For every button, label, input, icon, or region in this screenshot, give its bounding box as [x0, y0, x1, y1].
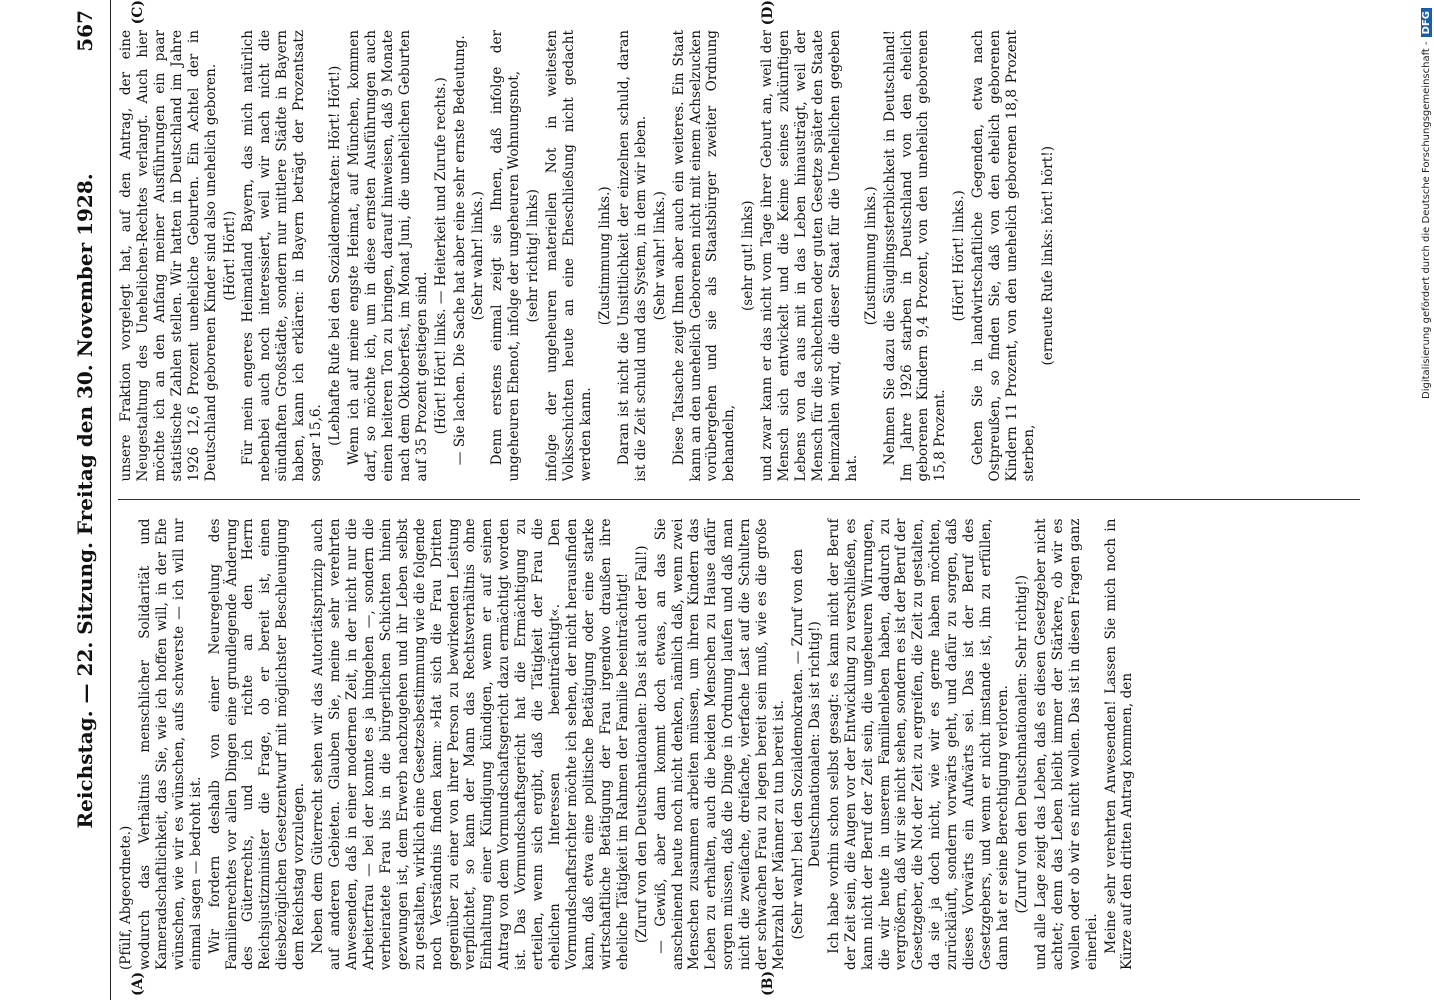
right-column: [118, 30, 1360, 482]
page-header: [60, 0, 111, 1000]
page-number: 567: [73, 10, 97, 52]
right-column-paragraph: (Sehr wahr! links.): [470, 191, 487, 321]
right-column-paragraph: (Hört! Hört!): [221, 210, 238, 301]
rotated-page: [60, 0, 1370, 1000]
left-column-paragraph: (Zuruf von den Deutschnationalen: Sehr richtig!): [1013, 574, 1030, 914]
right-column-paragraph: (Zustimmung links.): [862, 186, 879, 326]
side-credit: [1407, 8, 1432, 992]
margin-label-d: (D): [760, 0, 776, 26]
right-column-paragraph: (Zustimmung links.): [596, 186, 613, 326]
left-column-paragraph: (Zuruf von den Deutschnationalen: Das ist auch der Fall!): [633, 545, 650, 944]
right-column-paragraph: (Hört! Hört! links. — Heiterkeit und Zurufe rechts.): [432, 77, 449, 435]
left-column-paragraph: Meine sehr verehrten Anwesenden! Lassen Sie mich noch in Kürze auf den dritten Antrag kommen, den: [1102, 518, 1136, 970]
left-column-paragraph: (Pfülf, Abgeordnete.): [118, 825, 134, 970]
margin-label-c: (C): [130, 0, 146, 25]
right-column-paragraph: Diese Tatsache zeigt Ihnen aber auch ein weiteres. Ein Staat kann an den unehelich Geborenen nicht mit einem Achselzucken vorübergehen und sie als Staatsbürger zweiter Ordnung behandeln,: [670, 30, 738, 482]
left-column-paragraph: (Sehr wahr! bei den Sozialdemokraten. — Zuruf von den Deutschnationalen: Das ist richtig!): [789, 549, 823, 940]
right-column-paragraph: (Hört! Hört! links.): [951, 190, 968, 322]
right-column-paragraph: (sehr richtig! links): [525, 189, 542, 323]
right-column-paragraph: — Sie lachen. Die Sache hat aber eine sehr ernste Bedeutung.: [451, 35, 468, 466]
margin-label-b: (B): [760, 970, 776, 996]
margin-label-a: (A): [130, 971, 146, 996]
right-column-paragraph: unsere Fraktion vorgelegt hat, auf den Antrag, der eine Neugestaltung des Unehelichen-Rechtes verlangt. Auch hier möchte ich an den Anfang meiner Ausführungen ein paar statistische Zahlen stellen. Wir hatten in Deutschland im Jahre 1926 12,6 Prozent uneheliche Geburten. Ein Achtel der in Deutschland geborenen Kinder sind also unehelich geboren.: [118, 30, 219, 482]
right-column-paragraph: (sehr gut! links): [740, 200, 757, 312]
right-column-paragraph: (Sehr wahr! links.): [651, 191, 668, 321]
right-column-paragraph: Für mein engeres Heimatland Bayern, das mich natürlich nebenbei auch noch interessiert, weil wir nach nicht die sündhaften Großstädte, sondern nur mittlere Städte in Bayern haben, kann ich erklären: in Bayern beträgt der Prozentsatz sogar 15,6.: [240, 30, 325, 482]
dfg-logo: DFG: [1421, 8, 1432, 37]
column-divider: [118, 500, 1360, 501]
credit-text: Digitalisierung gefördert durch die Deutsche Forschungsgemeinschaft -: [1421, 41, 1432, 399]
right-column-paragraph: Daran ist nicht die Unsittlichkeit der einzelnen schuld, daran ist die Zeit schuld und das System, in dem wir leben.: [615, 30, 649, 482]
text-columns: [118, 30, 1360, 970]
right-column-paragraph: Wenn ich auf meine engste Heimat, auf München, kommen darf, so möchte ich, um in diese ernsten Ausführungen auch einen heiteren Ton zu bringen, darauf hinweisen, daß 9 Monate nach dem Oktoberfest, im Monat Juni, die unehelichen Geburten auf 35 Prozent gestiegen sind.: [345, 30, 430, 482]
page-title: Reichstag. — 22. Sitzung. Freitag den 30. November 1928.: [73, 173, 97, 829]
right-column-paragraph: infolge der ungeheuren materiellen Not in weitesten Volksschichten heute an eine Eheschließung nicht gedacht werden kann.: [544, 30, 594, 482]
left-column-paragraph: wodurch das Verhältnis menschlicher Solidarität und Kameradschaftlichkeit, das Sie, wie ich hoffen will, in der Ehe wünschen, wie wir es wünschen, aufs schwerste — ich will nur einmal sagen — bedroht ist.: [136, 518, 204, 970]
right-column-paragraph: (erneute Rufe links: hört! hört!): [1039, 145, 1056, 366]
right-column-paragraph: Gehen Sie in landwirtschaftliche Gegenden, etwa nach Ostpreußen, so finden Sie, daß von den ehelich geborenen Kindern 11 Prozent, von den unehelich geborenen 18,8 Prozent sterben,: [970, 30, 1038, 482]
left-column-paragraph: Neben dem Güterrecht sehen wir das Autoritätsprinzip auch auf anderen Gebieten. Glauben Sie, meine sehr verehrten Anwesenden, daß in einer modernen Zeit, in der nicht nur die Arbeiterfrau — bei der konnte es ja hingehen —, sondern die verheiratete Frau bis in die bürgerlichen Schichten hinein gezwungen ist, dem Erwerb nachzugehen und ihr Leben selbst zu gestalten, wirklich eine Gesetzesbestimmung wie die folgende noch Verständnis finden kann: »Hat sich die Frau Dritten gegenüber zu einer von ihrer Person zu bewirkenden Leistung verpflichtet, so kann der Mann das Rechtsverhältnis ohne Einhaltung einer Kündigung kündigen, wenn er auf seinen Antrag von dem Vormundschaftsgericht dazu ermächtigt worden ist. Das Vormundschaftsgericht hat die Ermächtigung zu erteilen, wenn sich ergibt, daß die Tätigkeit der Frau die ehelichen Interessen beeinträchtigt«. Den Vormundschaftsrichter möchte ich sehen, der nicht herausfinden kann, daß etwa eine politische Betätigung oder eine starke wirtschaftliche Betätigung der Frau irgendwo draußen ihre eheliche Tätigkeit im Rahmen der Familie beeinträchtigt!: [310, 518, 631, 970]
left-column-paragraph: und alle Lage zeigt das Leben, daß es diesen Gesetzgeber nicht achtet; denn das Leben bleibt immer der Stärkere, ob wir es wollen oder ob wir es nicht wollen. Das ist in diesen Fragen ganz einerlei.: [1032, 518, 1100, 970]
right-column-paragraph: und zwar kann er das nicht vom Tage ihrer Geburt an, weil der Mensch sich entwickelt und die Keime seines zukünftigen Lebens von da aus mit in das Leben hinausträgt, weil der Mensch für die schlechten oder guten Gesetze später den Staate heimzahlen wird, die dieser Staat für die Unehelichen gegeben hat.: [759, 30, 860, 482]
left-column-paragraph: Wir fordern deshalb von einer Neuregelung des Familienrechtes vor allen Dingen eine grundlegende Änderung des Güterrechts, und ich richte an den Herrn Reichsjustizminister die Frage, ob er bereit ist, einen diesbezüglichen Gesetzentwurf mit möglichster Beschleunigung dem Reichstag vorzulegen.: [206, 518, 308, 970]
right-column-paragraph: Denn erstens einmal zeigt sie Ihnen, daß infolge der ungeheuren Ehenot, infolge der ungeheuren Wohnungsnot,: [489, 30, 523, 482]
left-column: [118, 519, 1360, 971]
left-column-paragraph: — Gewiß, aber dann kommt doch etwas, an das Sie anscheinend heute noch nicht denken, nämlich daß, wenn zwei Menschen zusammen arbeiten müssen, um ihren Kindern das Leben zu erhalten, auch die beiden Menschen zu Hause dafür sorgen müssen, daß die Dinge in Ordnung laufen und daß man nicht die zweifache, dreifache, vierfache Last auf die Schultern der schwachen Frau zu legen bereit sein muß, wie es die große Mehrzahl der Männer zu tun bereit ist.: [652, 518, 788, 970]
right-column-paragraph: Nehmen Sie dazu die Säuglingssterblichkeit in Deutschland! Im Jahre 1926 starben in Deutschland von den ehelich geborenen Kindern 9,4 Prozent, von den unehelich geborenen 15,8 Prozent.: [881, 30, 949, 482]
right-column-paragraph: (Lebhafte Rufe bei den Sozialdemokraten: Hört! Hört!): [327, 65, 344, 446]
left-column-paragraph: Ich habe vorhin schon selbst gesagt: es kann nicht der Beruf der Zeit sein, die Augen vor der Entwicklung zu verschließen, es kann nicht der Beruf der Zeit sein, die ungeheuren Wirrungen, die wir heute in unserem Familienleben haben, dadurch zu vergrößern, daß wir sie nicht sehen, sondern es ist der Beruf der Gesetzgeber, die Not der Zeit zu ergreifen, die Zeit zu gestalten, da sie ja doch nicht, wie wir es gerne haben möchten, zurückläuft, sondern vorwärts geht, und dafür zu sorgen, daß dieses Vorwärts ein Aufwärts sei. Das ist der Beruf des Gesetzgebers, und wenn er nicht imstande ist, ihn zu erfüllen, dann hat er seine Berechtigung verloren.: [825, 518, 1012, 970]
